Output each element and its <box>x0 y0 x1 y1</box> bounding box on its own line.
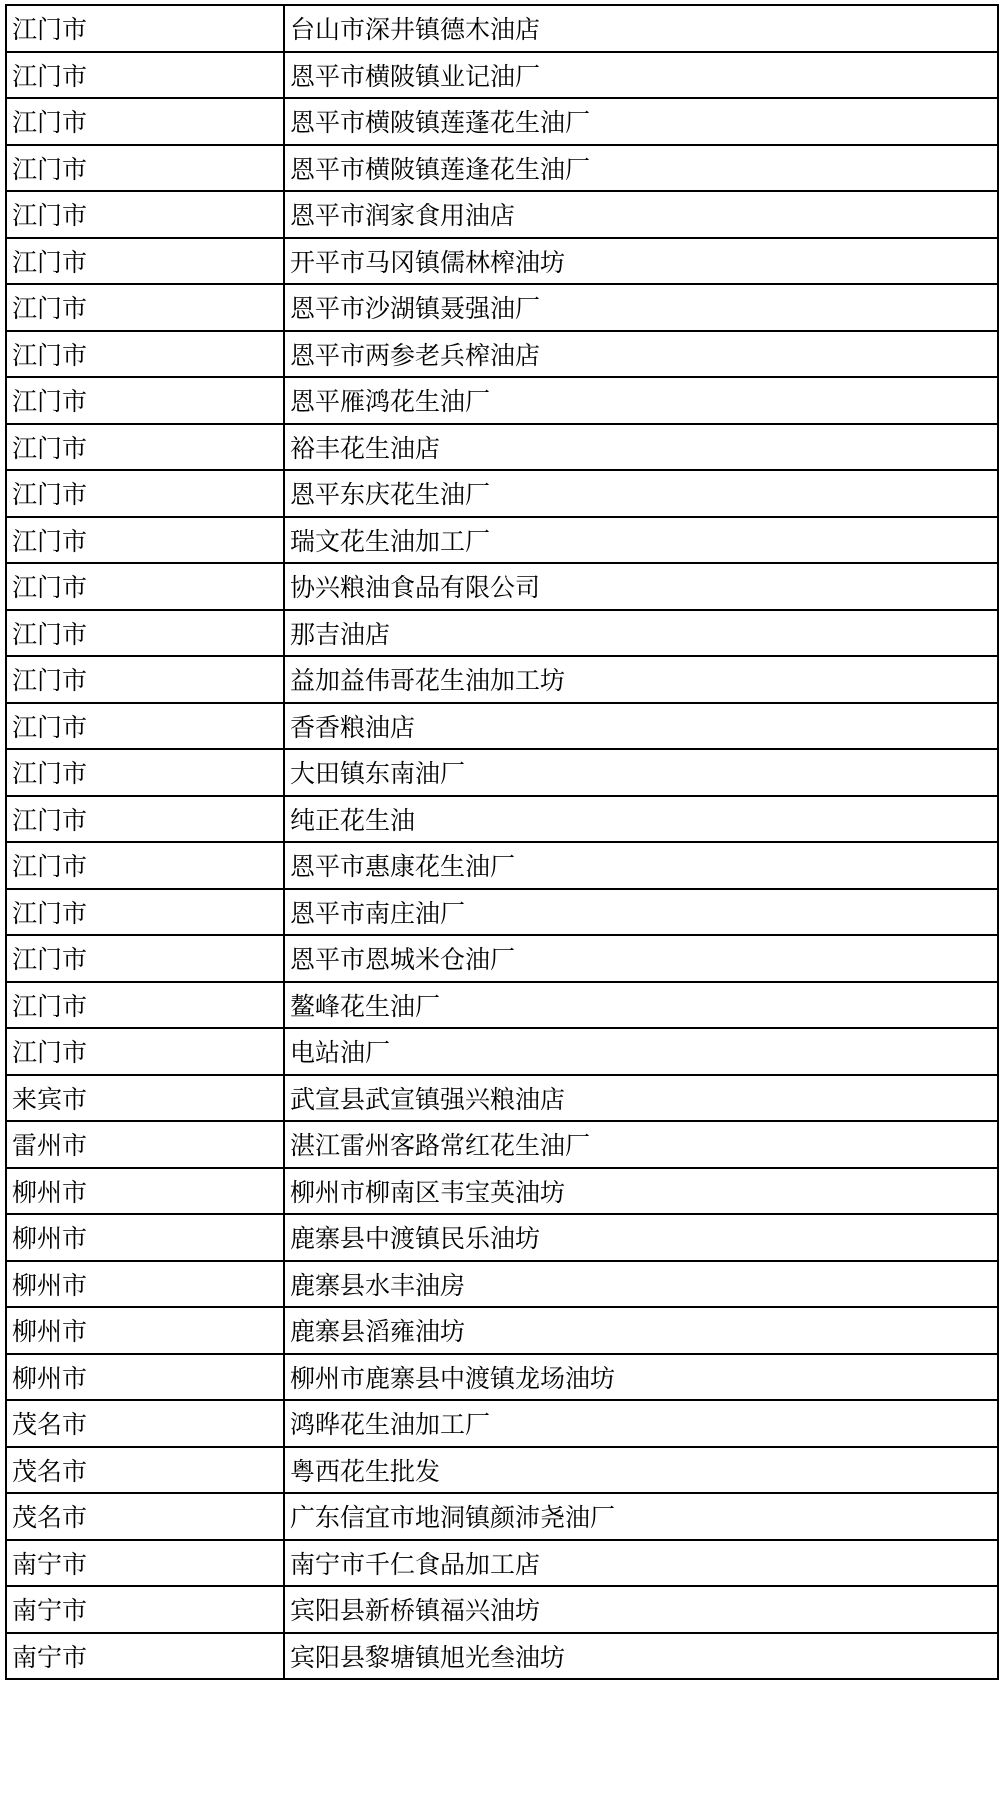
business-name-cell: 瑞文花生油加工厂 <box>284 517 998 564</box>
table-row <box>6 842 998 889</box>
table-row <box>6 1586 998 1633</box>
table-row <box>6 889 998 936</box>
city-cell: 南宁市 <box>6 1586 284 1633</box>
city-cell: 南宁市 <box>6 1633 284 1680</box>
business-name-cell: 益加益伟哥花生油加工坊 <box>284 656 998 703</box>
table-row <box>6 1261 998 1308</box>
city-cell: 江门市 <box>6 842 284 889</box>
business-name-cell: 大田镇东南油厂 <box>284 749 998 796</box>
table-row <box>6 982 998 1029</box>
business-name-cell: 南宁市千仁食品加工店 <box>284 1540 998 1587</box>
table-row <box>6 1168 998 1215</box>
city-cell: 江门市 <box>6 656 284 703</box>
table-row <box>6 1493 998 1540</box>
table-row <box>6 703 998 750</box>
business-name-cell: 恩平市横陂镇莲蓬花生油厂 <box>284 98 998 145</box>
city-cell: 江门市 <box>6 703 284 750</box>
table-row <box>6 1633 998 1680</box>
city-cell: 雷州市 <box>6 1121 284 1168</box>
business-name-cell: 武宣县武宣镇强兴粮油店 <box>284 1075 998 1122</box>
city-cell: 柳州市 <box>6 1307 284 1354</box>
city-cell: 江门市 <box>6 98 284 145</box>
table-row <box>6 935 998 982</box>
table-row <box>6 1354 998 1401</box>
city-cell: 江门市 <box>6 796 284 843</box>
table-row <box>6 52 998 99</box>
business-name-cell: 开平市马冈镇儒林榨油坊 <box>284 238 998 285</box>
city-cell: 江门市 <box>6 238 284 285</box>
business-name-cell: 粤西花生批发 <box>284 1447 998 1494</box>
city-cell: 茂名市 <box>6 1447 284 1494</box>
business-name-cell: 恩平东庆花生油厂 <box>284 470 998 517</box>
table-row <box>6 517 998 564</box>
city-cell: 江门市 <box>6 284 284 331</box>
table-row <box>6 656 998 703</box>
city-cell: 柳州市 <box>6 1168 284 1215</box>
business-name-cell: 恩平市横陂镇莲逢花生油厂 <box>284 145 998 192</box>
table-row <box>6 1447 998 1494</box>
table-row <box>6 191 998 238</box>
table-row <box>6 1075 998 1122</box>
business-name-cell: 鳌峰花生油厂 <box>284 982 998 1029</box>
city-cell: 江门市 <box>6 470 284 517</box>
table-row <box>6 1121 998 1168</box>
business-name-cell: 鹿寨县滔雍油坊 <box>284 1307 998 1354</box>
listing-table-body <box>6 5 998 1679</box>
table-row <box>6 1214 998 1261</box>
table-row <box>6 470 998 517</box>
business-name-cell: 裕丰花生油店 <box>284 424 998 471</box>
city-cell: 江门市 <box>6 517 284 564</box>
business-name-cell: 恩平市惠康花生油厂 <box>284 842 998 889</box>
city-cell: 柳州市 <box>6 1354 284 1401</box>
table-row <box>6 1028 998 1075</box>
business-name-cell: 那吉油店 <box>284 610 998 657</box>
city-cell: 江门市 <box>6 749 284 796</box>
table-row <box>6 5 998 52</box>
city-cell: 江门市 <box>6 1028 284 1075</box>
table-row <box>6 145 998 192</box>
table-row <box>6 610 998 657</box>
business-name-cell: 恩平市沙湖镇聂强油厂 <box>284 284 998 331</box>
city-cell: 江门市 <box>6 935 284 982</box>
business-name-cell: 恩平雁鸿花生油厂 <box>284 377 998 424</box>
city-cell: 江门市 <box>6 145 284 192</box>
business-name-cell: 柳州市柳南区韦宝英油坊 <box>284 1168 998 1215</box>
city-cell: 江门市 <box>6 982 284 1029</box>
city-cell: 江门市 <box>6 377 284 424</box>
business-name-cell: 台山市深井镇德木油店 <box>284 5 998 52</box>
table-row <box>6 563 998 610</box>
business-name-cell: 鹿寨县水丰油房 <box>284 1261 998 1308</box>
city-cell: 江门市 <box>6 52 284 99</box>
business-name-cell: 宾阳县黎塘镇旭光叁油坊 <box>284 1633 998 1680</box>
city-cell: 茂名市 <box>6 1493 284 1540</box>
city-cell: 南宁市 <box>6 1540 284 1587</box>
table-row <box>6 331 998 378</box>
business-name-cell: 鹿寨县中渡镇民乐油坊 <box>284 1214 998 1261</box>
business-name-cell: 恩平市恩城米仓油厂 <box>284 935 998 982</box>
business-name-cell: 广东信宜市地洞镇颜沛尧油厂 <box>284 1493 998 1540</box>
business-name-cell: 电站油厂 <box>284 1028 998 1075</box>
business-name-cell: 恩平市横陂镇业记油厂 <box>284 52 998 99</box>
table-row <box>6 796 998 843</box>
business-name-cell: 恩平市南庄油厂 <box>284 889 998 936</box>
table-row <box>6 1307 998 1354</box>
city-cell: 江门市 <box>6 191 284 238</box>
business-name-cell: 恩平市润家食用油店 <box>284 191 998 238</box>
business-name-cell: 协兴粮油食品有限公司 <box>284 563 998 610</box>
city-cell: 江门市 <box>6 331 284 378</box>
city-cell: 柳州市 <box>6 1214 284 1261</box>
table-row <box>6 424 998 471</box>
city-cell: 茂名市 <box>6 1400 284 1447</box>
business-name-cell: 鸿晔花生油加工厂 <box>284 1400 998 1447</box>
city-cell: 江门市 <box>6 563 284 610</box>
table-row <box>6 1400 998 1447</box>
business-name-cell: 宾阳县新桥镇福兴油坊 <box>284 1586 998 1633</box>
table-row <box>6 284 998 331</box>
table-row <box>6 1540 998 1587</box>
business-name-cell: 纯正花生油 <box>284 796 998 843</box>
city-cell: 江门市 <box>6 424 284 471</box>
city-cell: 江门市 <box>6 5 284 52</box>
city-cell: 柳州市 <box>6 1261 284 1308</box>
business-name-cell: 柳州市鹿寨县中渡镇龙场油坊 <box>284 1354 998 1401</box>
city-cell: 来宾市 <box>6 1075 284 1122</box>
table-row <box>6 238 998 285</box>
table-row <box>6 749 998 796</box>
business-name-cell: 湛江雷州客路常红花生油厂 <box>284 1121 998 1168</box>
business-name-cell: 香香粮油店 <box>284 703 998 750</box>
business-name-cell: 恩平市两参老兵榨油店 <box>284 331 998 378</box>
city-cell: 江门市 <box>6 610 284 657</box>
listing-table <box>5 4 999 1680</box>
city-cell: 江门市 <box>6 889 284 936</box>
table-row <box>6 98 998 145</box>
table-row <box>6 377 998 424</box>
